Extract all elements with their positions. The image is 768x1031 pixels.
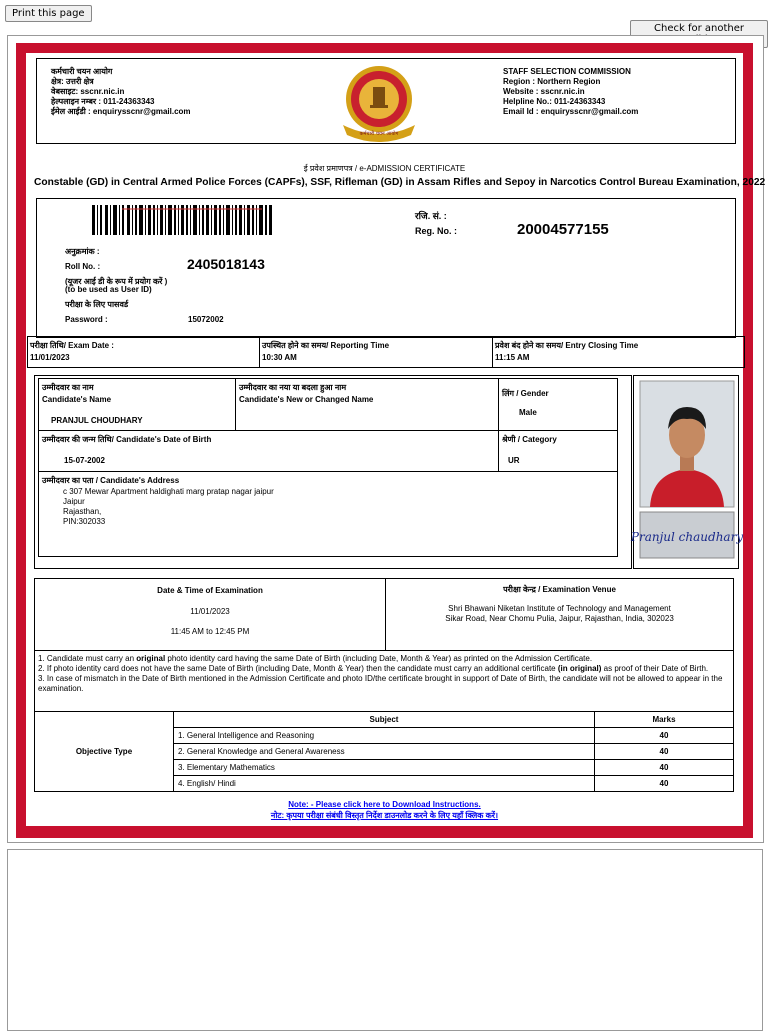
- marks-header: Marks: [595, 712, 734, 728]
- password-label-hindi: परीक्षा के लिए पासवर्ड: [65, 300, 129, 309]
- gender-value: Male: [519, 408, 537, 417]
- reporting-time-value: 10:30 AM: [262, 353, 297, 362]
- candidate-name: PRANJUL CHOUDHARY: [51, 416, 143, 425]
- instruction-text: photo identity card having the same Date of Birth (including Date, Month & Year) as printed on the Admission Certificate.: [165, 654, 593, 663]
- instruction-text: 2. If photo identity card does not have the same Date of Birth (including Date, Month & Year) then the candidate must carry an additional certificate: [38, 664, 558, 673]
- address-lines: [63, 487, 274, 527]
- entry-closing-label: प्रवेश बंद होने का समय/ Entry Closing Time: [495, 341, 639, 350]
- roll-number: 2405018143: [187, 256, 265, 272]
- instruction-emphasis: original: [136, 654, 166, 663]
- subject-marks: 40: [595, 776, 734, 792]
- entry-closing-value: 11:15 AM: [495, 353, 530, 362]
- header-english: [503, 67, 638, 117]
- subject-name: 4. English/ Hindi: [174, 776, 595, 792]
- download-instructions-link-hindi-wrap: [26, 805, 743, 823]
- download-instructions-link[interactable]: Note: - Please click here to Download Instructions.: [288, 800, 481, 809]
- subjects-table: [34, 711, 734, 792]
- header-hindi-line: हेल्पलाइन नम्बर : 011-24363343: [51, 97, 155, 106]
- address-line: Jaipur: [63, 497, 85, 506]
- category-value: UR: [508, 456, 520, 465]
- dob-value: 15-07-2002: [64, 456, 105, 465]
- reg-label-hindi: रजि. सं. :: [415, 211, 447, 221]
- ssc-logo: [335, 63, 423, 143]
- category-cell: [498, 430, 618, 472]
- address-line: Rajasthan,: [63, 507, 102, 516]
- new-name-cell: [235, 378, 499, 431]
- exam-datetime-cell: [34, 578, 386, 651]
- dob-label: उम्मीदवार की जन्म तिथि/ Candidate's Date of Birth: [42, 435, 212, 444]
- admit-card-border: [16, 43, 766, 838]
- candidate-name-cell: [38, 378, 236, 431]
- dob-cell: [38, 430, 499, 472]
- roll-label-hindi: अनुक्रमांक :: [65, 247, 100, 256]
- subject-header: Subject: [174, 712, 595, 728]
- gender-cell: [498, 378, 618, 431]
- table-row: [35, 712, 734, 728]
- print-page-button[interactable]: Print this page: [5, 5, 92, 22]
- address-label: उम्मीदवार का पता / Candidate's Address: [42, 476, 180, 485]
- objective-type-cell: Objective Type: [35, 712, 174, 792]
- header-hindi-line: वेबसाइट: sscnr.nic.in: [51, 87, 125, 96]
- instruction-text: 1. Candidate must carry an: [38, 654, 137, 663]
- exam-venue-label: परीक्षा केन्द्र / Examination Venue: [503, 585, 616, 594]
- download-instructions-link-hindi[interactable]: नोट: कृपया परीक्षा संबंधी विस्तृत निर्देश डाउनलोड करने के लिए यहाँ क्लिक करें।: [270, 811, 499, 820]
- address-cell: [38, 471, 618, 557]
- roll-label: Roll No. :: [65, 262, 101, 271]
- header-hindi-line: क्षेत्र: उत्तरी क्षेत्र: [51, 77, 94, 86]
- candidate-signature: [630, 512, 744, 558]
- blank-frame: [7, 849, 763, 1031]
- header-english-line: Region : Northern Region: [503, 77, 601, 86]
- subject-name: 3. Elementary Mathematics: [174, 760, 595, 776]
- entry-closing-cell: [492, 336, 745, 368]
- reporting-time-label: उपस्थित होने का समय/ Reporting Time: [262, 341, 390, 350]
- id-box: [36, 198, 736, 338]
- instruction-text: as proof of their Date of Birth.: [601, 664, 709, 673]
- password-value: 15072002: [188, 315, 224, 324]
- userid-hint-hindi: (यूजर आई डी के रूप में प्रयोग करें ): [65, 277, 168, 286]
- signature-text: Pranjul chaudhary: [630, 530, 744, 544]
- exam-title: Constable (GD) in Central Armed Police Forces (CAPFs), SSF, Rifleman (GD) in Assam Rifles and Sepoy in Narcotics Control Bureau Examination, 2022: [34, 177, 766, 188]
- exam-date-label: परीक्षा तिथि/ Exam Date :: [30, 341, 114, 350]
- exam-venue-line: Shri Bhawani Niketan Institute of Technology and Management: [448, 604, 671, 613]
- candidate-name-label-hindi: उम्मीदवार का नाम: [42, 383, 94, 392]
- subject-name: 1. General Intelligence and Reasoning: [174, 728, 595, 744]
- instruction-1: [38, 654, 730, 664]
- address-line: c 307 Mewar Apartment haldighati marg pratap nagar jaipur: [63, 487, 274, 496]
- candidate-name-label: Candidate's Name: [42, 395, 112, 404]
- logo-caption: कर्मचारी चयन आयोग: [359, 131, 399, 137]
- cert-label: ई प्रवेश प्रमाणपत्र / e-ADMISSION CERTIFICATE: [303, 164, 466, 173]
- userid-hint: (to be used as User ID): [65, 285, 152, 294]
- category-label: श्रेणी / Category: [502, 435, 557, 444]
- subject-marks: 40: [595, 744, 734, 760]
- subject-marks: 40: [595, 760, 734, 776]
- header-box: [36, 58, 736, 144]
- check-another-candidate-button[interactable]: Check for another: [630, 20, 768, 48]
- reporting-time-cell: [259, 336, 493, 368]
- instruction-2: [38, 664, 730, 674]
- header-english-line: Helpline No.: 011-24363343: [503, 97, 606, 106]
- photo-signature-box: [630, 375, 744, 569]
- exam-venue-line: Sikar Road, Near Chomu Pulia, Jaipur, Rajasthan, India, 302023: [445, 614, 674, 623]
- address-line: PIN:302033: [63, 517, 106, 526]
- instruction-emphasis: (in original): [557, 664, 602, 673]
- instructions-box: [34, 650, 734, 712]
- header-hindi: [51, 67, 191, 117]
- header-english-line: Email Id : enquirysscnr@gmail.com: [503, 107, 639, 116]
- exam-date-value: 11/01/2023: [30, 353, 70, 362]
- exam-date-cell: [27, 336, 260, 368]
- candidate-photo: [640, 381, 734, 507]
- instruction-3: 3. In case of mismatch in the Date of Birth mentioned in the Admission Certificate and photo ID/the certificate brought in support of Date of Birth, the candidate will not be allowed to appear in the examination.: [38, 674, 723, 693]
- header-hindi-line: ईमेल आईडी : enquirysscnr@gmail.com: [51, 107, 191, 116]
- barcode: [92, 205, 277, 235]
- admit-card: [26, 53, 766, 826]
- reg-number: 20004577155: [517, 221, 609, 238]
- new-name-label: Candidate's New or Changed Name: [239, 395, 374, 404]
- new-name-label-hindi: उम्मीदवार का नया या बदला हुआ नाम: [239, 383, 347, 392]
- password-label: Password :: [65, 315, 108, 324]
- subject-name: 2. General Knowledge and General Awareness: [174, 744, 595, 760]
- gender-label: लिंग / Gender: [502, 389, 549, 398]
- header-hindi-line: कर्मचारी चयन आयोग: [51, 67, 113, 76]
- header-english-line: STAFF SELECTION COMMISSION: [503, 67, 631, 76]
- exam-venue-cell: [385, 578, 734, 651]
- exam-datetime-label: Date & Time of Examination: [157, 586, 263, 595]
- subject-marks: 40: [595, 728, 734, 744]
- exam-datetime-date: 11/01/2023: [190, 607, 230, 616]
- reg-label: Reg. No. :: [415, 226, 457, 236]
- header-english-line: Website : sscnr.nic.in: [503, 87, 585, 96]
- exam-datetime-time: 11:45 AM to 12:45 PM: [170, 627, 250, 636]
